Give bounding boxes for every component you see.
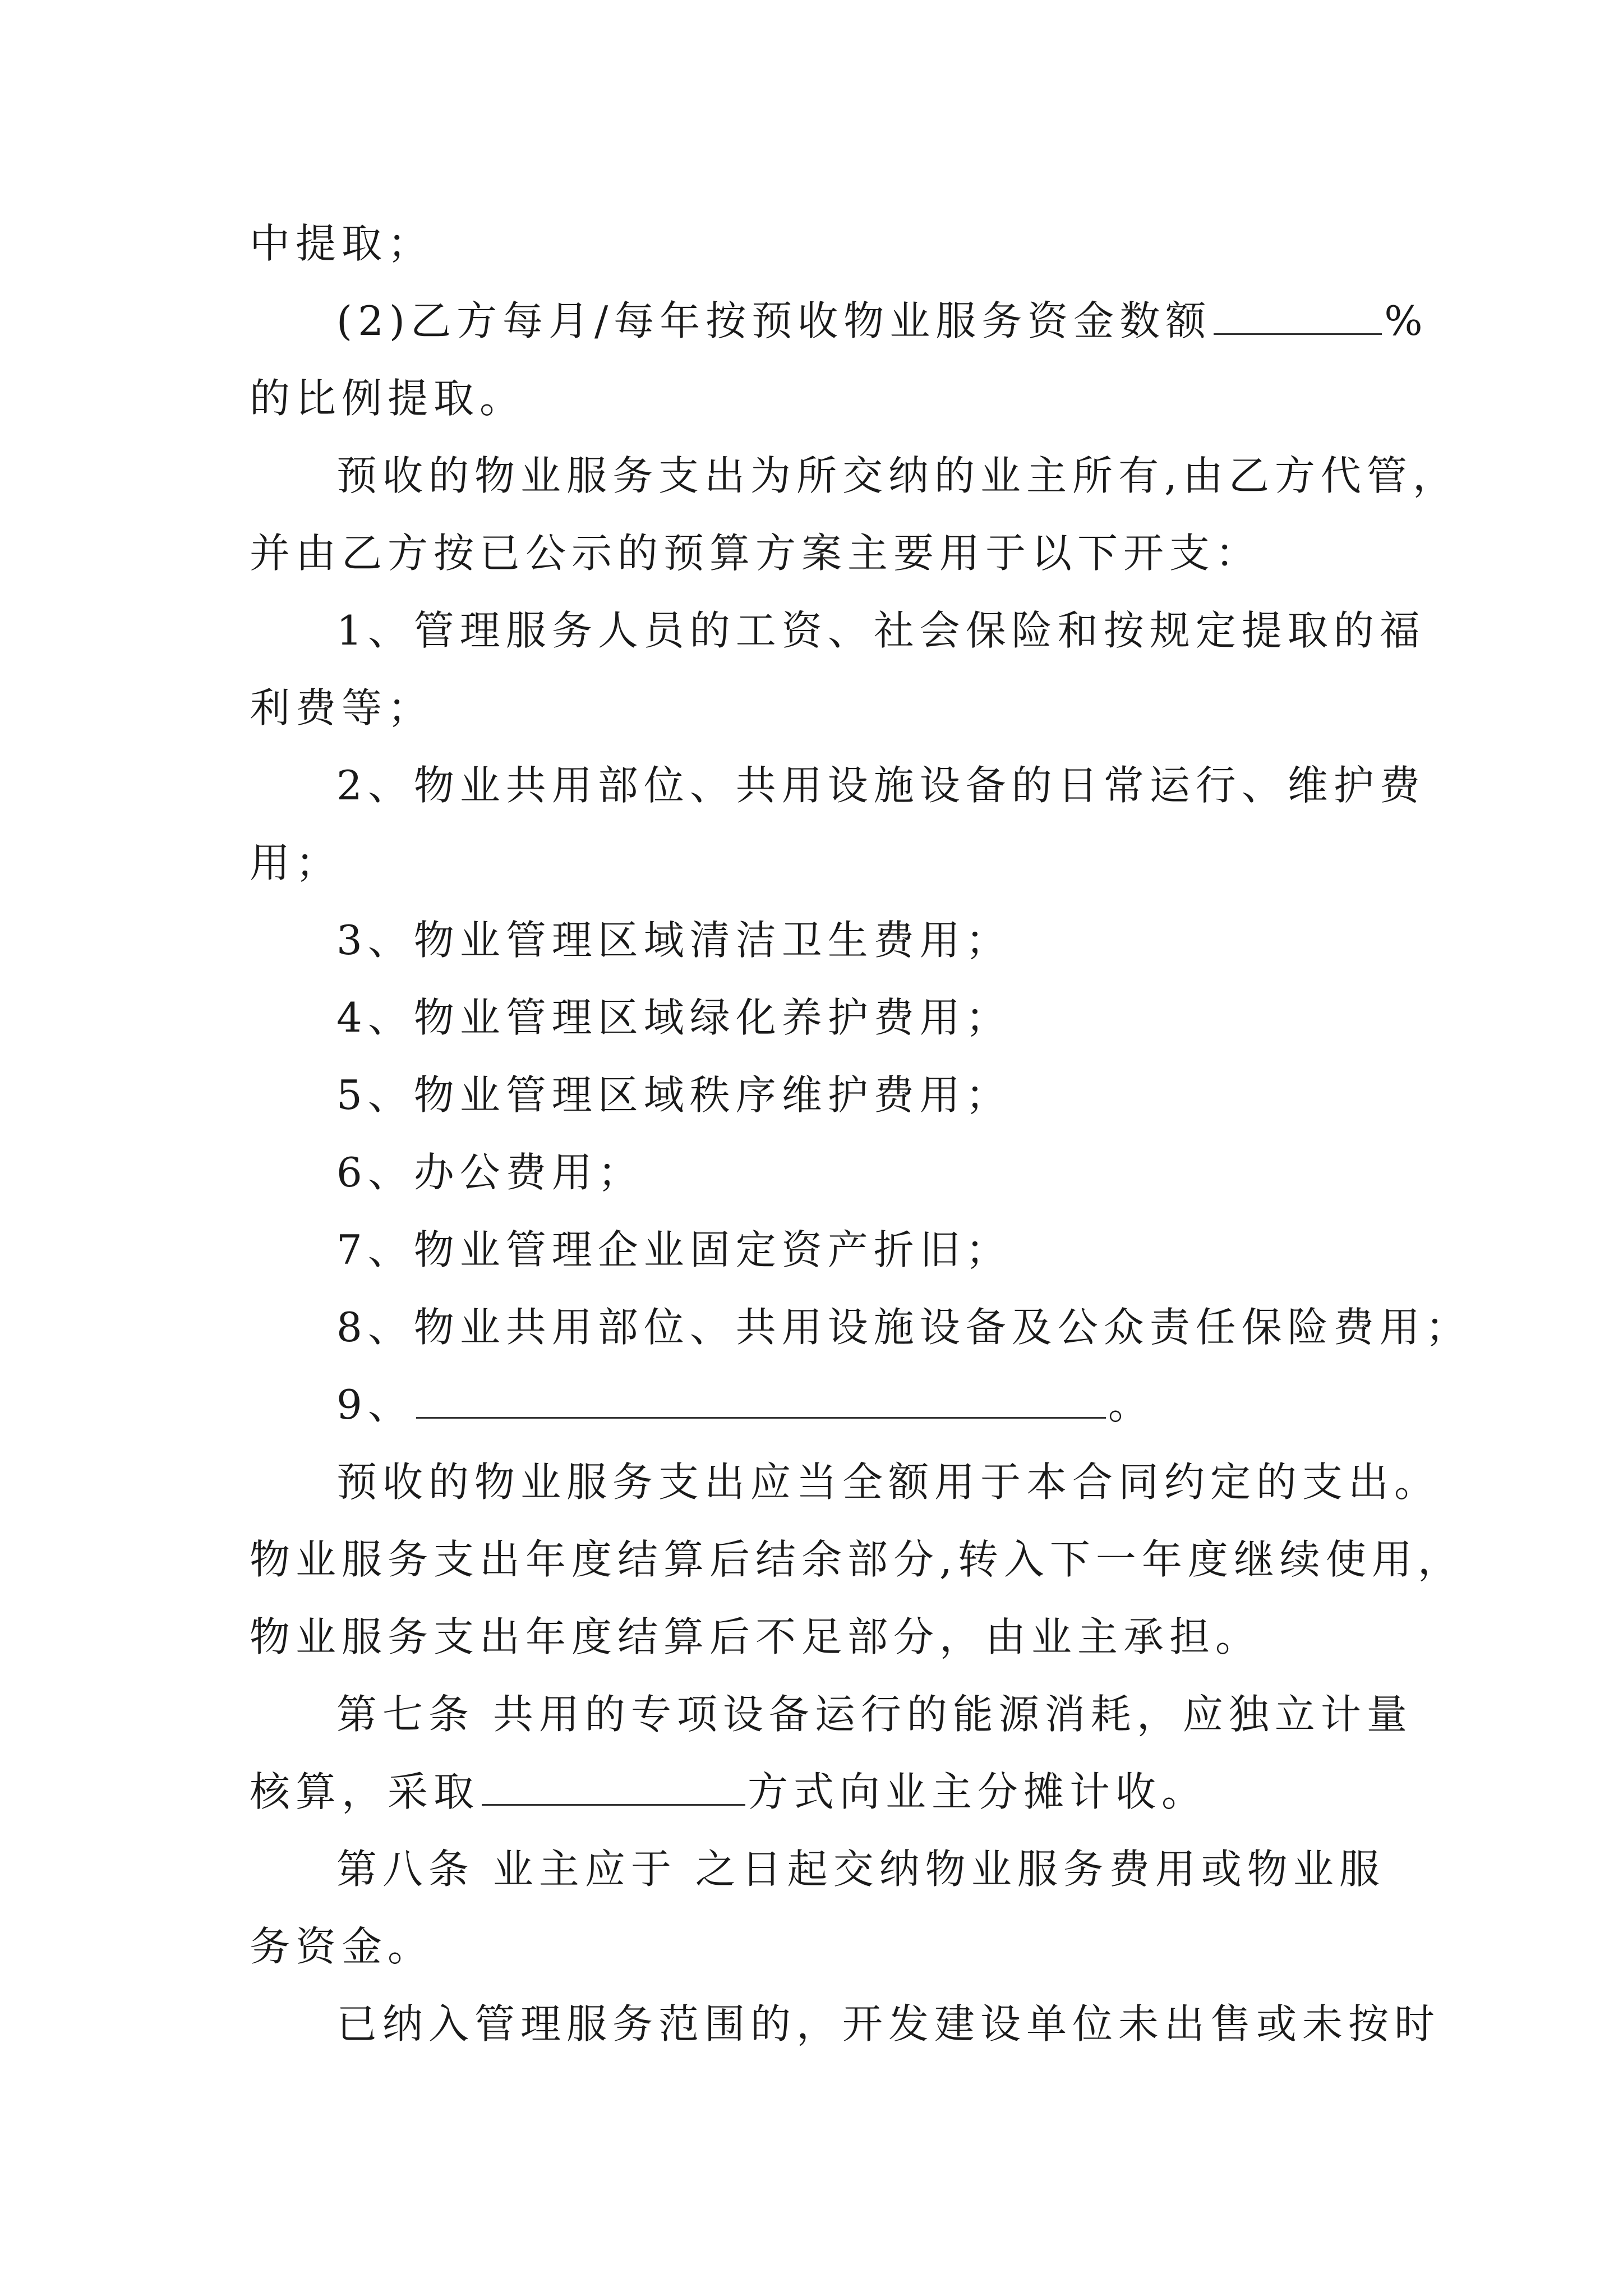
fill-in-blank bbox=[416, 1378, 1106, 1419]
line-text: 物业服务支出年度结算后结余部分,转入下一年度继续使用， bbox=[250, 1536, 1464, 1583]
fill-in-blank bbox=[1214, 294, 1382, 335]
line-text: 2、物业共用部位、共用设施设备的日常运行、维护费 bbox=[336, 762, 1426, 809]
text-line bbox=[250, 1764, 1207, 1820]
text-line bbox=[250, 680, 434, 736]
text-line bbox=[336, 1377, 1154, 1433]
line-text: 利费等； bbox=[250, 684, 434, 731]
text-line bbox=[250, 215, 434, 272]
line-text: 预收的物业服务支出为所交纳的业主所有,由乙方代管， bbox=[336, 452, 1459, 499]
text-line bbox=[336, 448, 1459, 504]
line-text-after-blank: 方式向业主分摊计收。 bbox=[748, 1768, 1208, 1815]
line-text: (2)乙方每月/每年按预收物业服务资金数额 bbox=[336, 297, 1212, 344]
text-line bbox=[336, 1222, 1012, 1278]
line-text: 1、管理服务人员的工资、社会保险和按规定提取的福 bbox=[336, 607, 1426, 654]
text-line bbox=[250, 835, 342, 891]
line-text: 预收的物业服务支出应当全额用于本合同约定的支出。 bbox=[336, 1458, 1441, 1506]
line-text: 已纳入管理服务范围的，开发建设单位未出售或未按时 bbox=[336, 2000, 1441, 2047]
line-text: 中提取； bbox=[250, 220, 434, 267]
line-text: 并由乙方按已公示的预算方案主要用于以下开支： bbox=[250, 530, 1262, 577]
text-line bbox=[250, 525, 1261, 581]
line-text: 用； bbox=[250, 839, 342, 886]
line-text: 9、 bbox=[336, 1381, 414, 1428]
text-line bbox=[336, 1144, 644, 1200]
line-text: 7、物业管理企业固定资产折旧； bbox=[336, 1226, 1012, 1273]
line-text: 物业服务支出年度结算后不足部分，由业主承担。 bbox=[250, 1613, 1262, 1660]
text-line bbox=[336, 757, 1426, 813]
text-line bbox=[336, 1841, 1385, 1897]
text-line bbox=[336, 1454, 1440, 1510]
line-text: 核算，采取 bbox=[250, 1768, 480, 1815]
line-text: 3、物业管理区域清洁卫生费用； bbox=[336, 917, 1012, 964]
text-line bbox=[336, 293, 1428, 349]
line-text: 第八条 业主应于 之日起交纳物业服务费用或物业服 bbox=[336, 1846, 1385, 1893]
text-line bbox=[336, 1067, 1012, 1123]
line-text: 8、物业共用部位、共用设施设备及公众责任保险费用； bbox=[336, 1304, 1472, 1351]
line-text-after-blank: 。 bbox=[1108, 1381, 1154, 1428]
text-line bbox=[336, 602, 1426, 659]
line-text: 第七条 共用的专项设备运行的能源消耗，应独立计量 bbox=[336, 1691, 1413, 1738]
line-text: 务资金。 bbox=[250, 1923, 434, 1970]
fill-in-blank bbox=[482, 1765, 745, 1806]
text-line bbox=[250, 1609, 1261, 1665]
line-text: 6、办公费用； bbox=[336, 1149, 644, 1196]
text-line bbox=[250, 1531, 1464, 1588]
text-line bbox=[336, 912, 1012, 968]
text-line bbox=[250, 370, 525, 426]
text-line bbox=[336, 1299, 1472, 1355]
text-line bbox=[336, 1686, 1413, 1742]
text-line bbox=[336, 1996, 1440, 2052]
text-line bbox=[336, 990, 1012, 1046]
line-text: 的比例提取。 bbox=[250, 375, 526, 422]
line-text: 5、物业管理区域秩序维护费用； bbox=[336, 1071, 1012, 1119]
text-line bbox=[250, 1918, 434, 1975]
line-text-after-blank: % bbox=[1384, 297, 1428, 344]
line-text: 4、物业管理区域绿化养护费用； bbox=[336, 994, 1012, 1041]
